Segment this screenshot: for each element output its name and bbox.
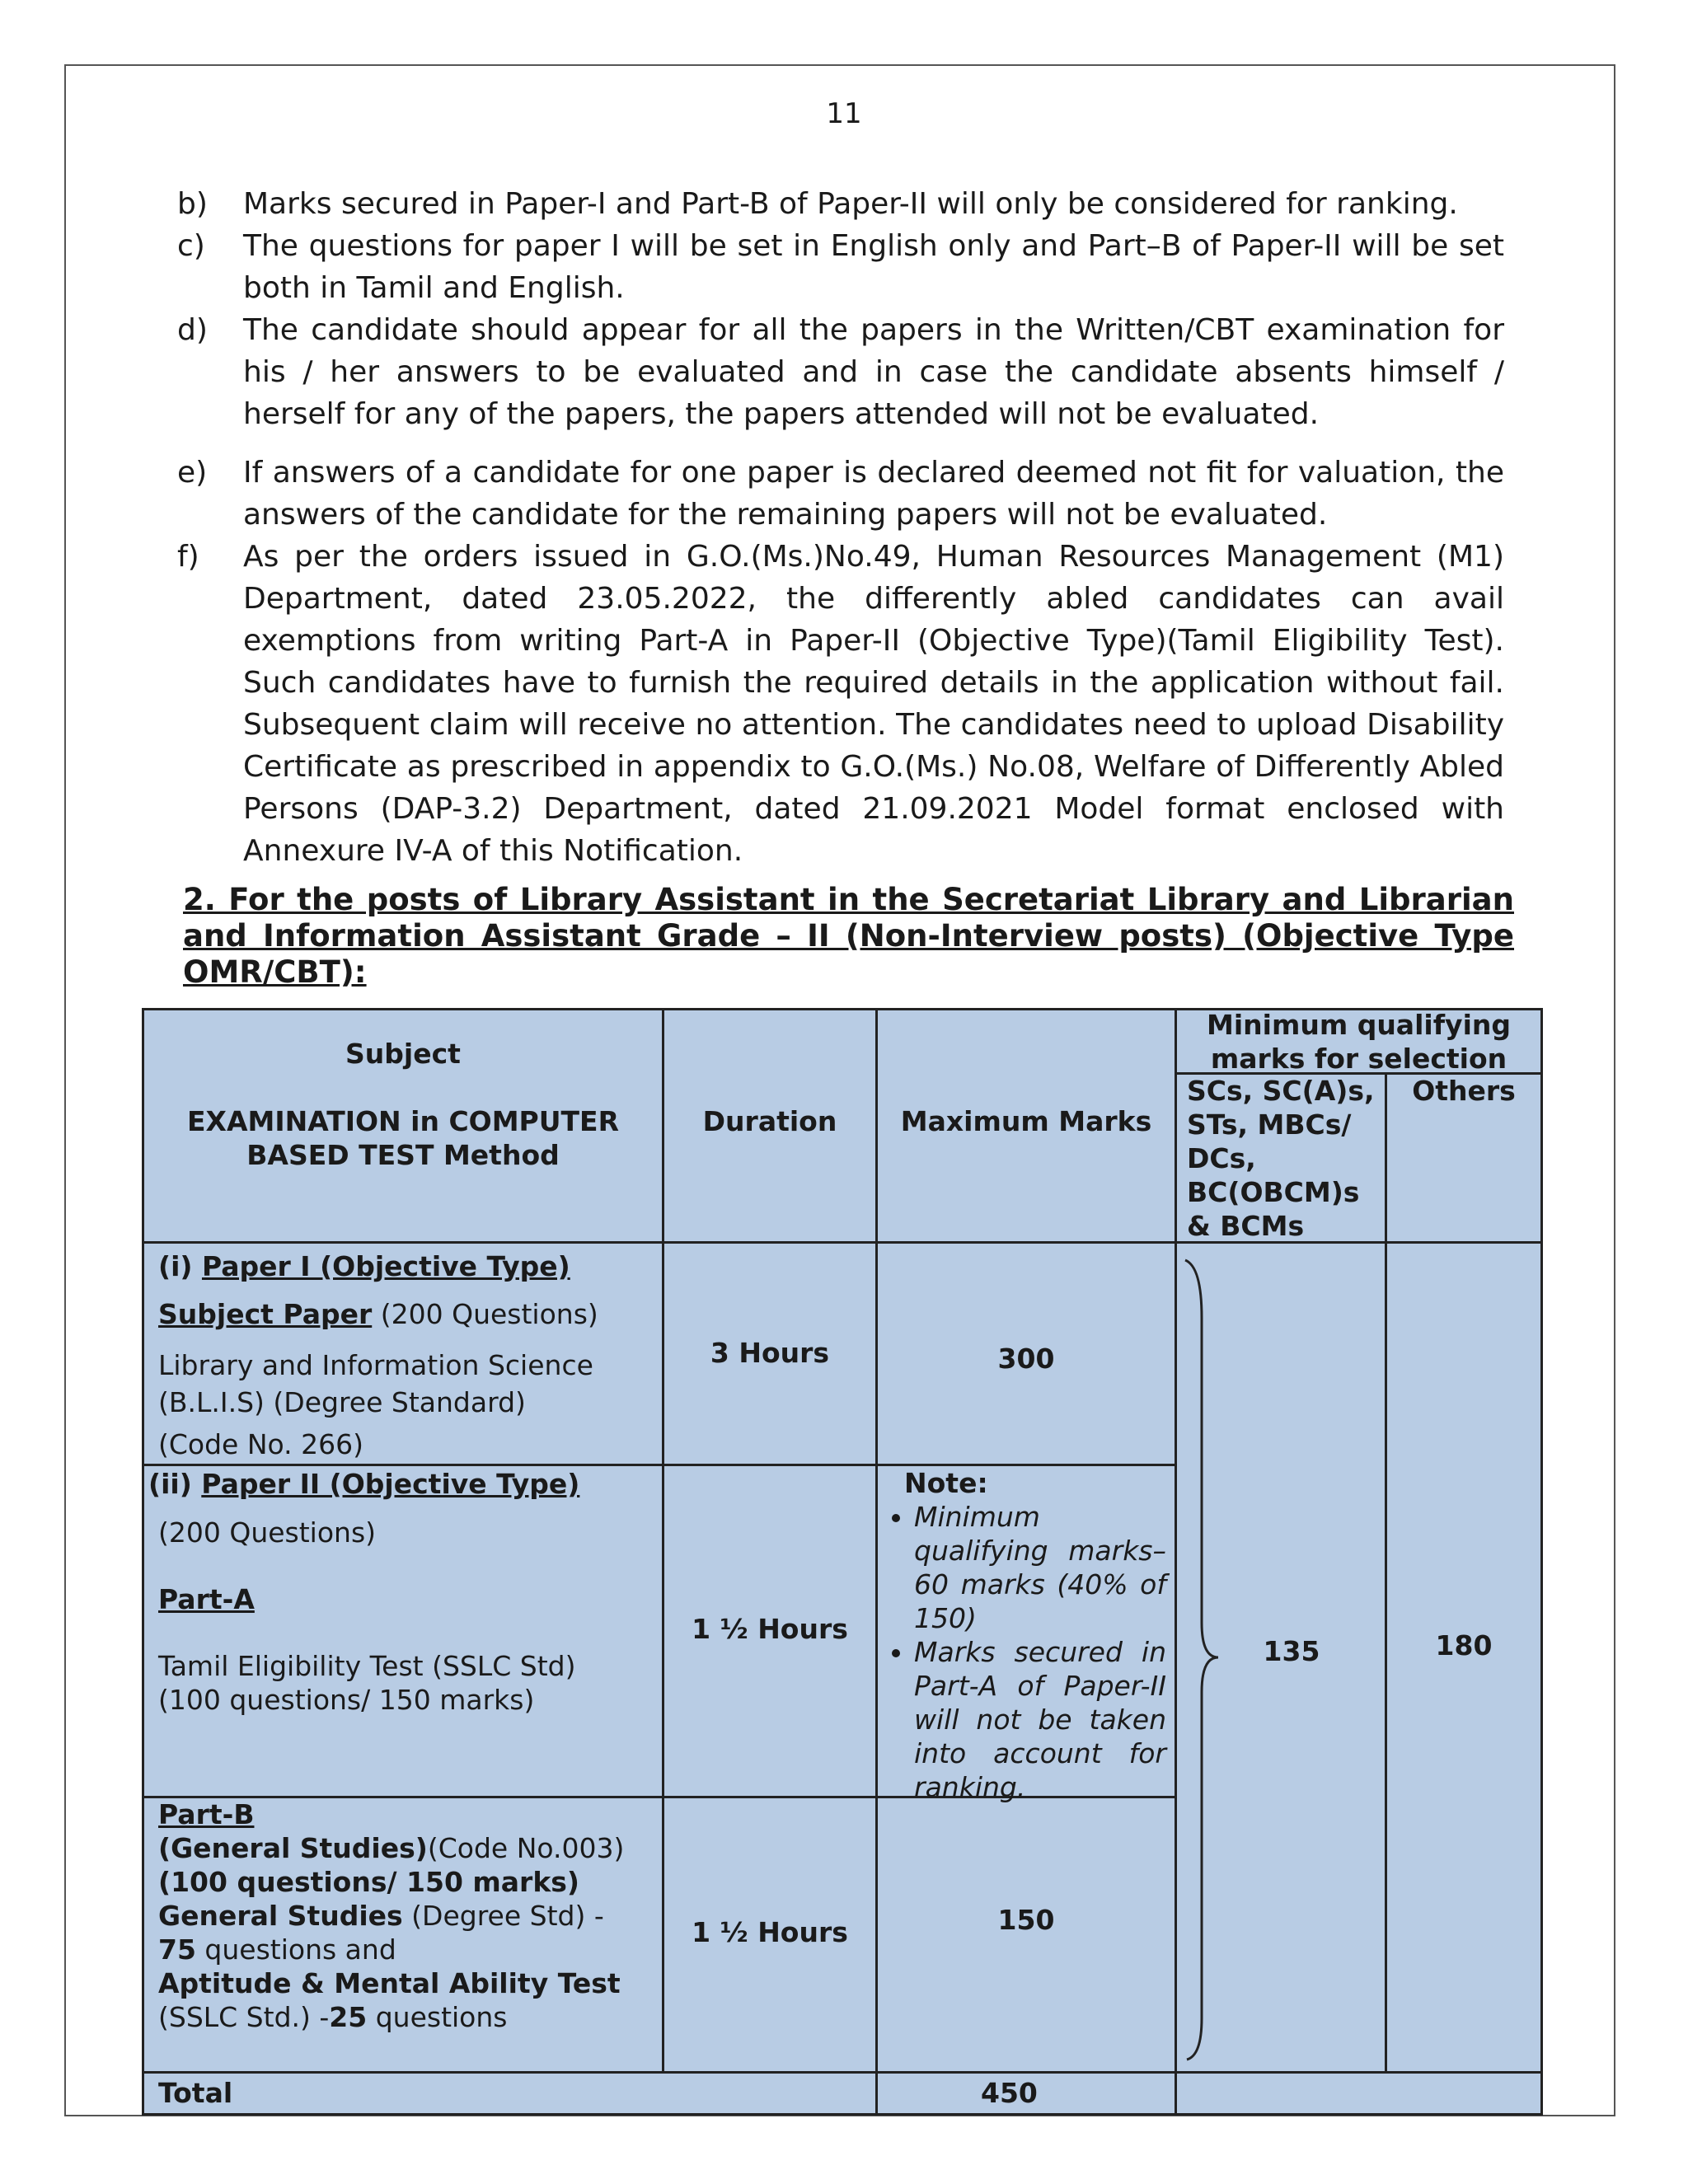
item-marker: e)	[177, 456, 208, 490]
paper1-title: Paper I (Objective Type)	[201, 1250, 570, 1282]
part-b-subject	[158, 1797, 653, 2034]
page-number: 11	[826, 97, 862, 130]
part-a-line1: Tamil Eligibility Test (SSLC Std)	[158, 1650, 576, 1682]
list-item	[177, 309, 1504, 435]
part-a-line2: (100 questions/ 150 marks)	[158, 1684, 535, 1716]
part-b-question-marks: (100 questions/ 150 marks)	[158, 1866, 580, 1898]
part-b-code: (Code No.003)	[427, 1832, 625, 1864]
header-min-qualifying: Minimum qualifying marks for selection	[1206, 1009, 1511, 1075]
aptitude-level: (SSLC Std.) -	[158, 2001, 330, 2033]
header-duration: Duration	[702, 1105, 837, 1137]
paper2-prefix: (ii)	[148, 1468, 202, 1500]
note-item: • Minimum qualifying marks– 60 marks (40% of 150)	[914, 1500, 1166, 1635]
item-text: As per the orders issued in G.O.(Ms.)No.49, Human Resources Management (M1) Department, dated 23.05.2022, the differently abled candidates can avail exemptions from writing Part-A in Paper-II (Objective Type)(Tamil Eligibility Test). Such candidates have to furnish the required details in the application without fail. Subsequent claim will receive no attention. The candidates need to upload Disability Certificate as prescribed in appendix to G.O.(Ms.) No.08, Welfare of Differently Abled Persons (DAP-3.2) Department, dated 21.09.2021 Model format enclosed with Annexure IV-A of this Notification.	[243, 540, 1504, 868]
header-others: Others	[1412, 1075, 1516, 1107]
item-marker: d)	[177, 313, 208, 347]
paper1-duration: 3 Hours	[710, 1337, 830, 1369]
item-marker: b)	[177, 187, 208, 221]
list-item	[177, 452, 1504, 536]
paper1-subject	[158, 1243, 653, 1469]
note-title: Note:	[904, 1467, 988, 1499]
part-a-label: Part-A	[158, 1583, 255, 1615]
gs-label: General Studies	[158, 1900, 403, 1932]
list-item	[177, 536, 1504, 872]
paper1-marks: 300	[997, 1343, 1055, 1375]
paper1-line1: Library and Information Science	[158, 1349, 593, 1381]
paper2-duration: 1 ½ Hours	[692, 1613, 848, 1645]
header-max-marks: Maximum Marks	[900, 1105, 1152, 1137]
part-b-duration: 1 ½ Hours	[692, 1916, 848, 1948]
note-item: • Marks secured in Part-A of Paper-II will not be taken into account for ranking.	[914, 1635, 1166, 1804]
instruction-list	[177, 183, 1504, 872]
paper1-prefix: (i)	[158, 1250, 202, 1282]
item-text: If answers of a candidate for one paper is declared deemed not fit for valuation, the answers of the candidate for the remaining papers will not be evaluated.	[243, 456, 1504, 532]
item-text: The candidate should appear for all the papers in the Written/CBT examination for his / her answers to be evaluated and in case the candidate absents himself / herself for any of the papers, the papers attended will not be evaluated.	[243, 313, 1504, 431]
header-subject: Subject	[345, 1038, 461, 1070]
section-heading: 2. For the posts of Library Assistant in the Secretariat Library and Librarian and Information Assistant Grade – II (Non-Interview posts) (Objective Type OMR/CBT):	[183, 882, 1514, 990]
exam-scheme-table	[142, 1008, 1543, 2116]
paper1-questions: (200 Questions)	[372, 1298, 598, 1330]
part-b-label: Part-B	[158, 1798, 255, 1830]
paper2-note	[886, 1466, 1166, 1804]
min-marks-others: 180	[1435, 1629, 1493, 1661]
item-text: Marks secured in Paper-I and Part-B of Paper-II will only be considered for ranking.	[243, 187, 1458, 221]
paper2-subject	[148, 1466, 655, 1717]
gs-level: (Degree Std) -	[402, 1900, 604, 1932]
min-marks-reserved: 135	[1263, 1635, 1320, 1667]
item-marker: f)	[177, 540, 199, 574]
paper1-line2: (B.L.I.S) (Degree Standard)	[158, 1386, 526, 1418]
list-item	[177, 225, 1504, 309]
paper2-questions: (200 Questions)	[158, 1516, 377, 1549]
total-label: Total	[158, 2077, 233, 2109]
part-b-marks: 150	[997, 1904, 1055, 1936]
gs-count: 75	[158, 1933, 196, 1966]
paper2-title: Paper II (Objective Type)	[201, 1468, 580, 1500]
aptitude-count-text: questions	[367, 2001, 508, 2033]
aptitude-label: Aptitude & Mental Ability Test	[158, 1967, 621, 1999]
part-b-gs: (General Studies)	[158, 1832, 428, 1864]
header-exam-method: EXAMINATION in COMPUTER BASED TEST Method	[186, 1105, 620, 1171]
total-marks: 450	[981, 2077, 1038, 2109]
item-text: The questions for paper I will be set in English only and Part–B of Paper-II will be set both in Tamil and English.	[243, 229, 1504, 305]
aptitude-count: 25	[329, 2001, 368, 2033]
paper1-code: (Code No. 266)	[158, 1428, 363, 1460]
gs-count-text: questions and	[195, 1933, 396, 1966]
item-marker: c)	[177, 229, 205, 263]
subject-paper-label: Subject Paper	[158, 1298, 373, 1330]
header-reserved-categories: SCs, SC(A)s, STs, MBCs/ DCs, BC(OBCM)s & BCMs	[1187, 1075, 1375, 1242]
list-item	[177, 183, 1504, 225]
